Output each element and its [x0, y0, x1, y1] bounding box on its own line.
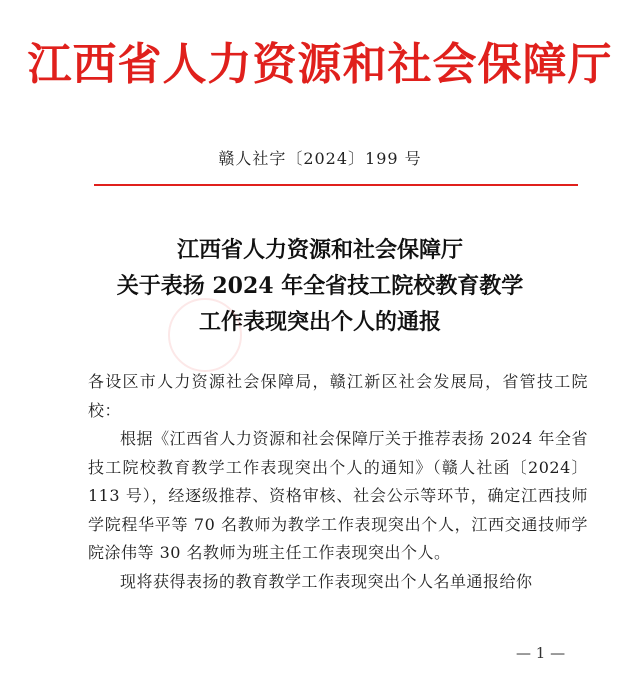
notice-title-line-3: 工作表现突出个人的通报	[198, 309, 441, 335]
page-number: — 1 —	[516, 644, 566, 662]
red-separator-line	[94, 184, 578, 186]
notice-title-line-1: 江西省人力资源和社会保障厅	[176, 237, 463, 263]
document-number: 赣人社字〔2024〕199 号	[218, 149, 422, 168]
body-paragraph-2: 现将获得表扬的教育教学工作表现突出个人名单通报给你	[120, 571, 533, 591]
salutation: 各设区市人力资源社会保障局，赣江新区社会发展局，省管技工院校：	[88, 372, 588, 420]
issuing-authority-header: 江西省人力资源和社会保障厅	[27, 39, 613, 90]
notice-title-line-2: 关于表扬 2024 年全省技工院校教育教学	[116, 273, 524, 299]
faint-seal-stamp	[168, 298, 242, 372]
body-paragraph-1: 根据《江西省人力资源和社会保障厅关于推荐表扬 2024 年全省技工院校教育教学工作表现突出个人的通知》（赣人社函〔2024〕113 号），经逐级推荐、资格审核、社会公示等环节，确定江西技师学院程华平等 70 名教师为教学工作表现突出个人，江西交通技师学院涂伟等 30 名教师为班主任工作表现突出个人。	[88, 429, 588, 562]
notice-body	[88, 368, 588, 596]
notice-title	[0, 232, 640, 340]
